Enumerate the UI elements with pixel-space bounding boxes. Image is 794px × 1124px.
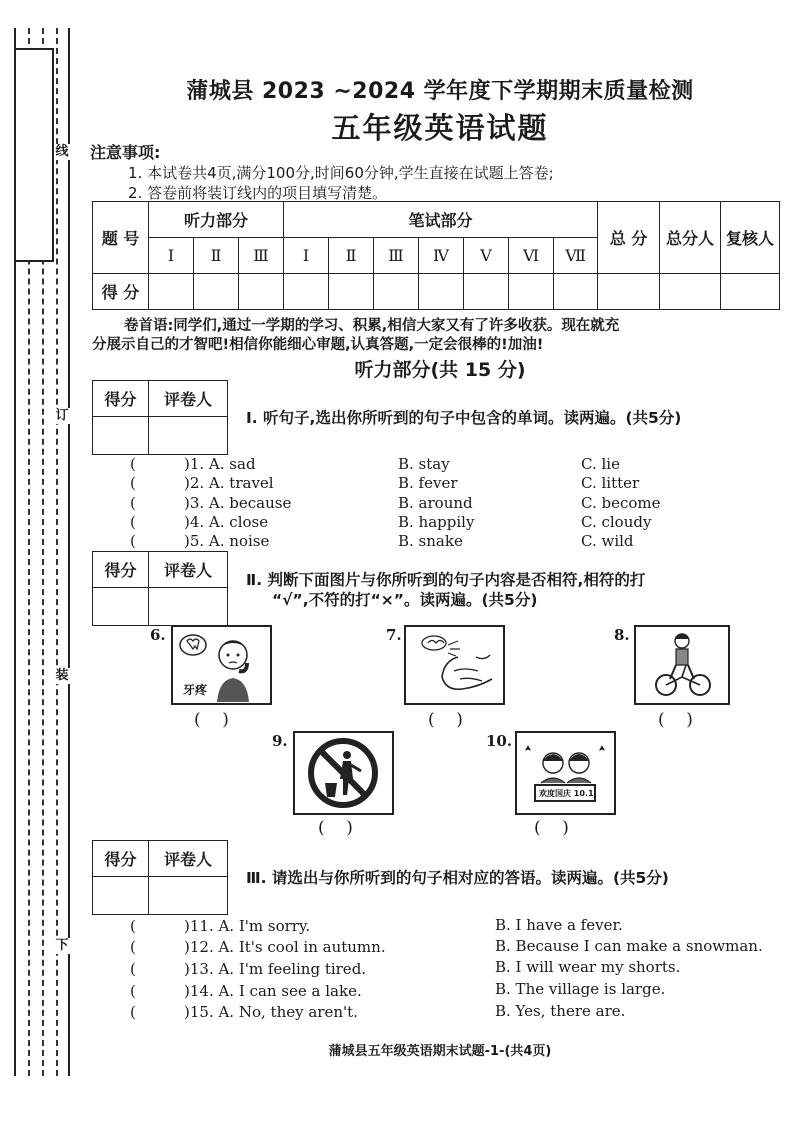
no-littering-sign-icon	[295, 733, 392, 813]
picture-10-caption: 欢度国庆 10.1	[539, 789, 594, 798]
margin-label-zhuang: 装	[55, 668, 69, 683]
grader-label: 评卷人	[149, 552, 228, 588]
grader-name-cell[interactable]	[149, 588, 228, 626]
score-cell[interactable]	[509, 274, 554, 310]
picture-8-number: 8.	[614, 626, 630, 644]
q5-option-b: B. snake	[398, 532, 463, 550]
student-info-box	[14, 48, 54, 262]
margin-label-xia: 下	[55, 938, 69, 953]
q3-option-b: B. around	[398, 494, 473, 512]
total-score-cell[interactable]	[598, 274, 660, 310]
listening-part-title: 听力部分(共 15 分)	[354, 359, 526, 381]
score-cell[interactable]	[554, 274, 598, 310]
grader-label: 评卷人	[149, 841, 228, 877]
q14-option-a: )14. A. I can see a lake.	[184, 982, 362, 1000]
score-table-writing-header: 笔试部分	[284, 202, 598, 238]
scorer-cell[interactable]	[660, 274, 721, 310]
score-col-writing-7: Ⅶ	[554, 238, 598, 274]
q2-option-a: )2. A. travel	[184, 474, 274, 492]
hand-icon	[406, 627, 503, 703]
picture-6-caption: 牙疼	[183, 683, 208, 697]
exam-subtitle: 五年级英语试题	[331, 111, 549, 145]
answer-6-paren[interactable]: ( )	[194, 710, 229, 730]
q14-option-b: B. The village is large.	[495, 980, 666, 998]
score-col-writing-6: Ⅵ	[509, 238, 554, 274]
picture-10-number: 10.	[486, 732, 513, 750]
picture-9-number: 9.	[272, 732, 288, 750]
score-cell[interactable]	[194, 274, 239, 310]
picture-8-cycling	[634, 625, 730, 705]
grader-score-label: 得分	[93, 841, 149, 877]
score-col-writing-5: Ⅴ	[464, 238, 509, 274]
q2-option-b: B. fever	[398, 474, 458, 492]
q3-option-c: C. become	[581, 494, 661, 512]
q4-option-a: )4. A. close	[184, 513, 269, 531]
score-table-listening-header: 听力部分	[149, 202, 284, 238]
q12-option-a: )12. A. It's cool in autumn.	[184, 938, 386, 956]
answer-paren[interactable]: (	[130, 455, 136, 473]
q4-option-c: C. cloudy	[581, 513, 652, 531]
notice-heading: 注意事项:	[90, 143, 161, 162]
margin-label-xian: 线	[55, 144, 69, 159]
score-table-scorer-header: 总分人	[660, 202, 721, 274]
answer-7-paren[interactable]: ( )	[428, 710, 463, 730]
picture-7-picture	[404, 625, 505, 705]
answer-10-paren[interactable]: ( )	[534, 818, 569, 838]
score-col-writing-3: Ⅲ	[374, 238, 419, 274]
score-cell[interactable]	[464, 274, 509, 310]
grader-name-cell[interactable]	[149, 417, 228, 455]
grader-score-cell[interactable]	[93, 417, 149, 455]
score-table-reviewer-header: 复核人	[721, 202, 780, 274]
q5-option-c: C. wild	[581, 532, 634, 550]
grader-score-cell[interactable]	[93, 877, 149, 915]
answer-paren[interactable]: (	[130, 474, 136, 492]
grader-name-cell[interactable]	[149, 877, 228, 915]
section-2-title-line-2: “√”,不符的打“×”。读两遍。(共5分)	[272, 591, 538, 609]
score-col-writing-4: Ⅳ	[419, 238, 464, 274]
score-col-listening-3: Ⅲ	[239, 238, 284, 274]
picture-10-national-day	[515, 731, 616, 815]
grader-box-1	[92, 380, 228, 455]
q2-option-c: C. litter	[581, 474, 640, 492]
binding-line-solid-1	[68, 28, 70, 1076]
score-col-writing-2: Ⅱ	[329, 238, 374, 274]
q12-option-b: B. Because I can make a snowman.	[495, 937, 763, 955]
grader-score-label: 得分	[93, 381, 149, 417]
q15-option-a: )15. A. No, they aren't.	[184, 1003, 358, 1021]
q1-option-c: C. lie	[581, 455, 620, 473]
grader-label: 评卷人	[149, 381, 228, 417]
answer-paren[interactable]: (	[130, 494, 136, 512]
bicycle-boy-icon	[636, 627, 728, 703]
section-3-title: Ⅲ. 请选出与你所听到的句子相对应的答语。读两遍。(共5分)	[246, 869, 669, 887]
grader-score-label: 得分	[93, 552, 149, 588]
score-row-label: 得 分	[93, 274, 149, 310]
score-col-listening-1: Ⅰ	[149, 238, 194, 274]
grader-box-3	[92, 840, 228, 915]
reviewer-cell[interactable]	[721, 274, 780, 310]
grader-score-cell[interactable]	[93, 588, 149, 626]
picture-6-number: 6.	[150, 626, 166, 644]
picture-9-no-littering	[293, 731, 394, 815]
answer-paren[interactable]: (	[130, 960, 136, 978]
grader-box-2	[92, 551, 228, 626]
answer-paren[interactable]: (	[130, 938, 136, 956]
intro-line-2: 分展示自己的才智吧!相信你能细心审题,认真答题,一定会很棒的!加油!	[92, 337, 544, 353]
score-cell[interactable]	[374, 274, 419, 310]
score-table-total-header: 总 分	[598, 202, 660, 274]
score-col-listening-2: Ⅱ	[194, 238, 239, 274]
picture-6-toothache	[171, 625, 272, 705]
score-cell[interactable]	[239, 274, 284, 310]
answer-paren[interactable]: (	[130, 532, 136, 550]
score-cell[interactable]	[419, 274, 464, 310]
answer-paren[interactable]: (	[130, 917, 136, 935]
score-cell[interactable]	[329, 274, 374, 310]
score-col-writing-1: Ⅰ	[284, 238, 329, 274]
notice-line-2: 2. 答卷前将装订线内的项目填写清楚。	[128, 184, 388, 202]
binding-line-dashed-1	[56, 28, 58, 1076]
picture-7-number: 7.	[386, 626, 402, 644]
exam-title: 蒲城县 2023 ~2024 学年度下学期期末质量检测	[186, 79, 694, 104]
q5-option-a: )5. A. noise	[184, 532, 270, 550]
q11-option-b: B. I have a fever.	[495, 916, 623, 934]
section-2-title-line-1: Ⅱ. 判断下面图片与你所听到的句子内容是否相符,相符的打	[246, 571, 646, 589]
answer-paren[interactable]: (	[130, 513, 136, 531]
children-celebrating-icon	[517, 733, 614, 813]
page-footer: 蒲城县五年级英语期末试题-1-(共4页)	[328, 1044, 552, 1059]
q13-option-a: )13. A. I'm feeling tired.	[184, 960, 367, 978]
section-1-title: Ⅰ. 听句子,选出你所听到的句子中包含的单词。读两遍。(共5分)	[246, 409, 682, 427]
q11-option-a: )11. A. I'm sorry.	[184, 917, 311, 935]
answer-paren[interactable]: (	[130, 1003, 136, 1021]
intro-line-1: 卷首语:同学们,通过一学期的学习、积累,相信大家又有了许多收获。现在就充	[124, 318, 620, 334]
q13-option-b: B. I will wear my shorts.	[495, 958, 681, 976]
score-table-row-label: 题 号	[93, 202, 149, 274]
score-cell[interactable]	[284, 274, 329, 310]
margin-label-ding: 订	[55, 408, 69, 423]
score-cell[interactable]	[149, 274, 194, 310]
q3-option-a: )3. A. because	[184, 494, 292, 512]
q1-option-b: B. stay	[398, 455, 450, 473]
q15-option-b: B. Yes, there are.	[495, 1002, 626, 1020]
answer-8-paren[interactable]: ( )	[658, 710, 693, 730]
notice-line-1: 1. 本试卷共4页,满分100分,时间60分钟,学生直接在试题上答卷;	[128, 164, 554, 182]
score-table	[92, 201, 780, 310]
answer-paren[interactable]: (	[130, 982, 136, 1000]
q4-option-b: B. happily	[398, 513, 475, 531]
answer-9-paren[interactable]: ( )	[318, 818, 353, 838]
q1-option-a: )1. A. sad	[184, 455, 256, 473]
